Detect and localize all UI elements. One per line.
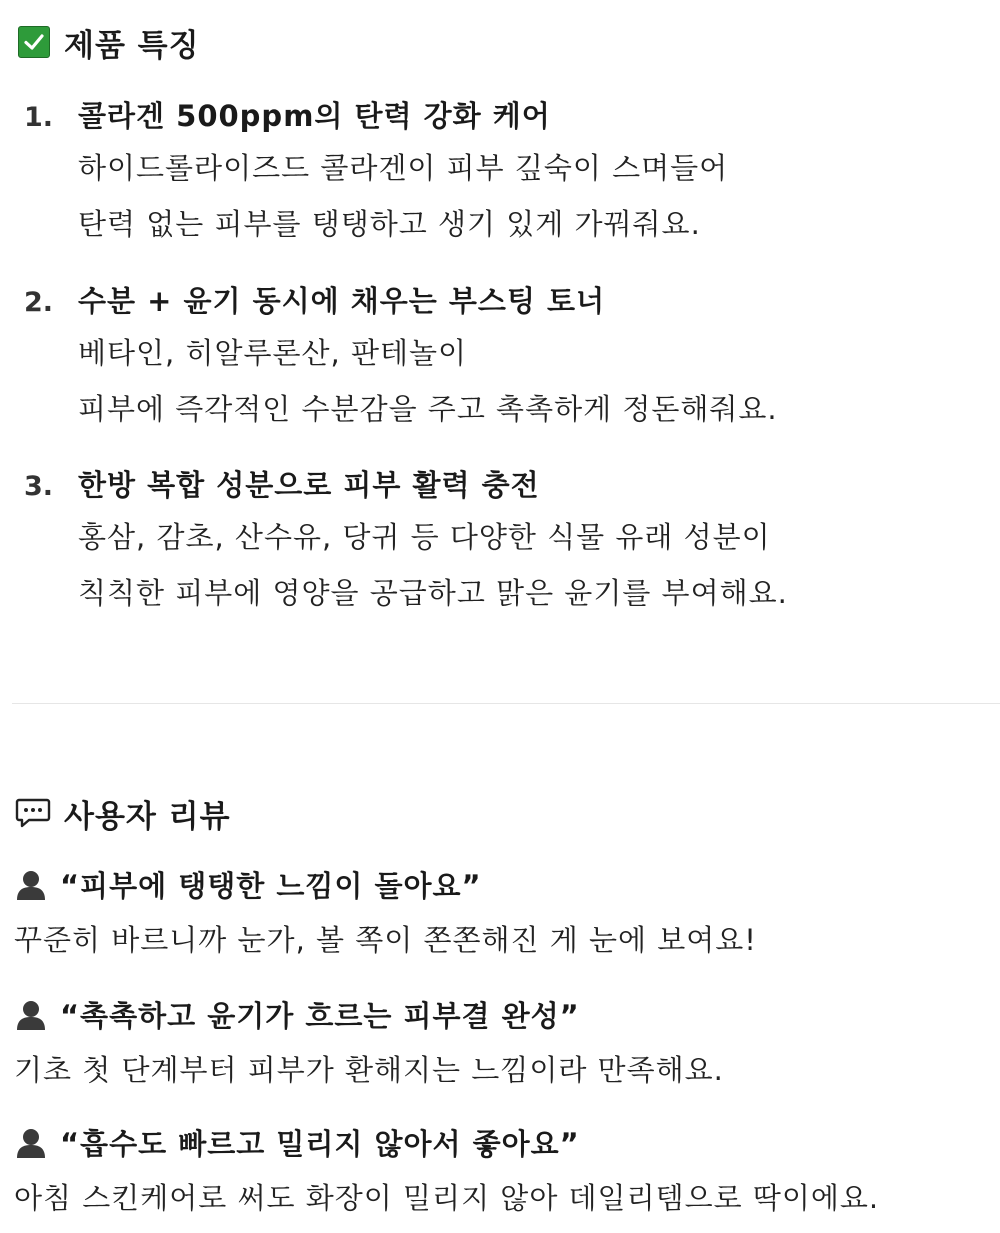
feature-item-3 (24, 463, 788, 621)
feature-line: 하이드롤라이즈드 콜라겐이 피부 깊숙이 스며들어 (78, 151, 729, 185)
feature-line: 탄력 없는 피부를 탱탱하고 생기 있게 가꿔줘요. (78, 207, 701, 241)
person-silhouette-icon (14, 867, 48, 901)
review-title: “흡수도 빠르고 밀리지 않아서 좋아요” (60, 1126, 580, 1161)
feature-item-1 (24, 94, 728, 252)
review-title: “촉촉하고 윤기가 흐르는 피부결 완성” (60, 998, 580, 1033)
review-body: 기초 첫 단계부터 피부가 환해지는 느낌이라 만족해요. (14, 1053, 724, 1087)
feature-title: 수분 + 윤기 동시에 채우는 부스팅 토너 (78, 284, 606, 318)
person-silhouette-icon (14, 997, 48, 1031)
feature-number: 2. (24, 287, 54, 318)
speech-balloon-icon (14, 796, 52, 830)
feature-title: 콜라겐 500ppm의 탄력 강화 케어 (78, 99, 551, 133)
features-header (18, 22, 200, 62)
reviews-header (14, 793, 231, 833)
feature-number: 1. (24, 102, 54, 133)
feature-line: 칙칙한 피부에 영양을 공급하고 맑은 윤기를 부여해요. (78, 576, 788, 610)
feature-line: 베타인, 히알루론산, 판테놀이 (78, 336, 468, 370)
feature-description (78, 140, 728, 252)
feature-description (78, 509, 788, 621)
section-divider (12, 703, 1000, 704)
review-title: “피부에 탱탱한 느낌이 돌아요” (60, 868, 482, 903)
person-silhouette-icon (14, 1125, 48, 1159)
feature-title: 한방 복합 성분으로 피부 활력 충전 (78, 468, 540, 502)
features-title: 제품 특징 (64, 27, 200, 64)
check-mark-icon (18, 26, 50, 58)
feature-number: 3. (24, 471, 54, 502)
feature-line: 홍삼, 감초, 산수유, 당귀 등 다양한 식물 유래 성분이 (78, 520, 771, 554)
review-item-2 (14, 992, 724, 1089)
review-item-1 (14, 862, 757, 959)
review-body: 꾸준히 바르니까 눈가, 볼 쪽이 쫀쫀해진 게 눈에 보여요! (14, 923, 757, 957)
reviews-title: 사용자 리뷰 (64, 798, 231, 835)
feature-item-2 (24, 279, 778, 437)
feature-line: 피부에 즉각적인 수분감을 주고 촉촉하게 정돈해줘요. (78, 392, 778, 426)
review-item-3 (14, 1120, 879, 1217)
review-body: 아침 스킨케어로 써도 화장이 밀리지 않아 데일리템으로 딱이에요. (14, 1181, 880, 1215)
feature-description (78, 325, 778, 437)
